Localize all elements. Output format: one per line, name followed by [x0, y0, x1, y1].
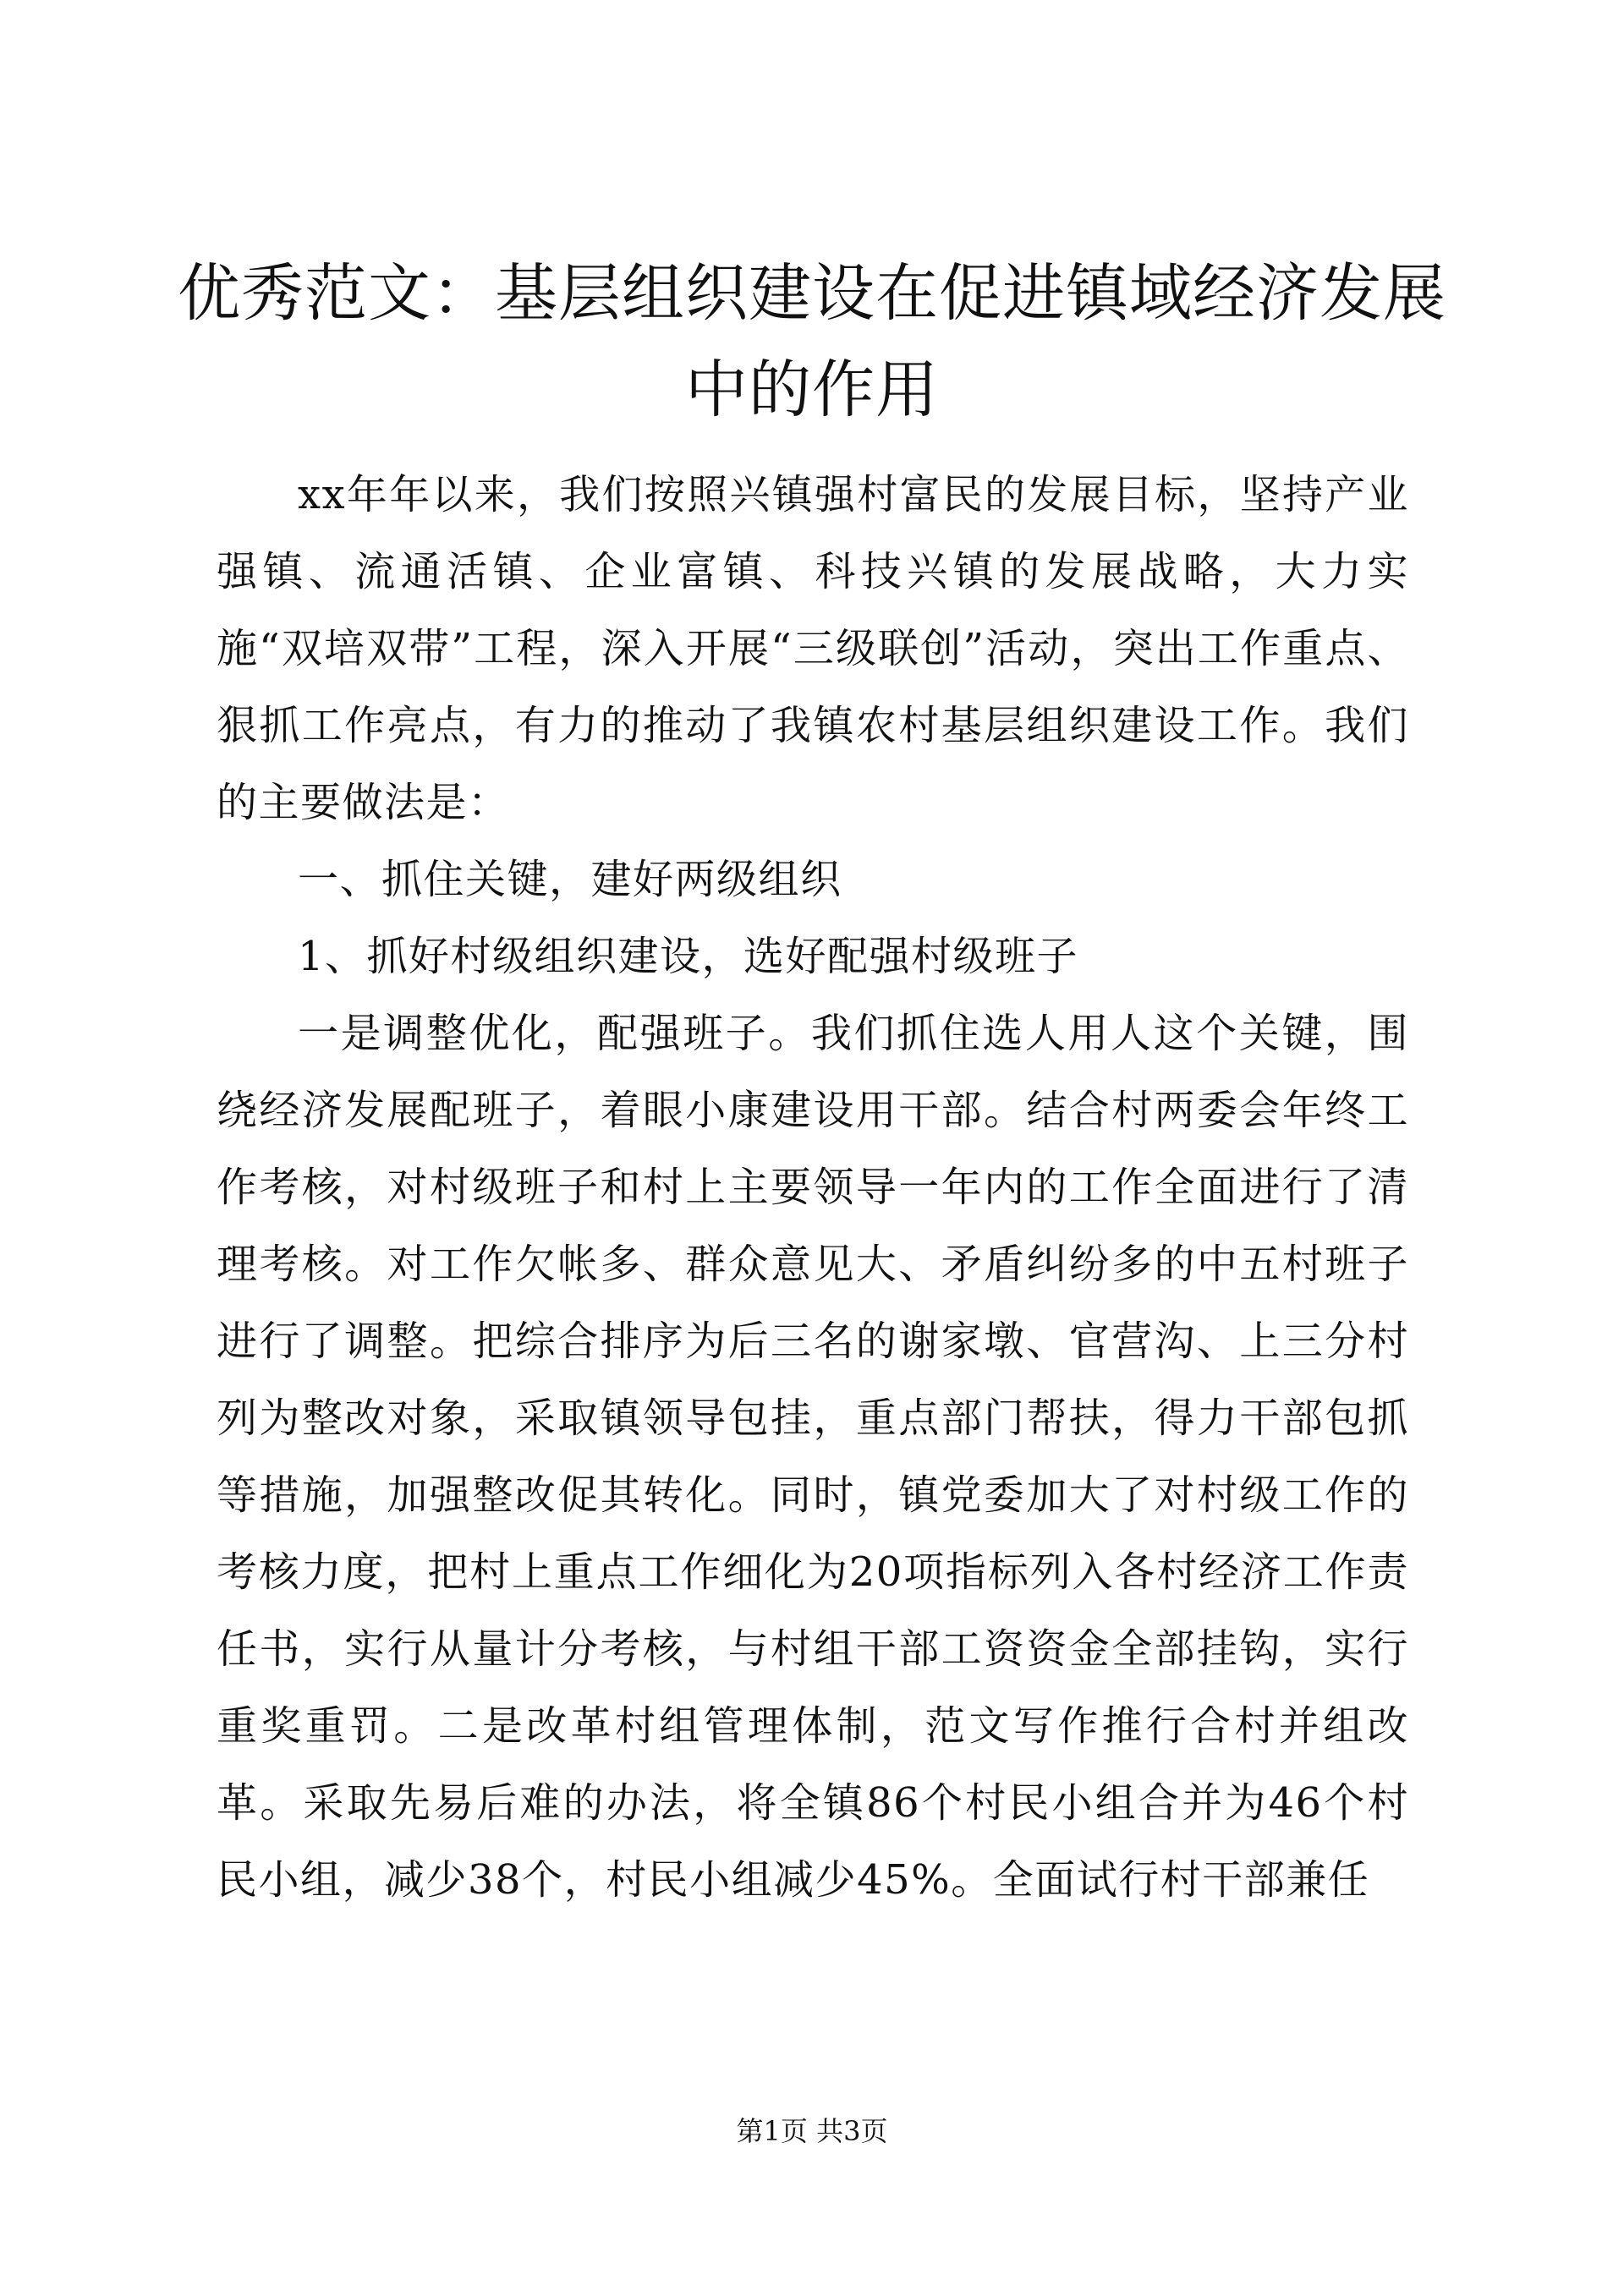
page-title: 优秀范文：基层组织建设在促进镇域经济发展中的作用 [178, 257, 1446, 426]
paragraph-intro: xx年年以来，我们按照兴镇强村富民的发展目标，坚持产业强镇、流通活镇、企业富镇、科技兴镇的发展战略，大力实施“双培双带”工程，深入开展“三级联创”活动，突出工作重点、狠抓工作亮点，有力的推动了我镇农村基层组织建设工作。我们的主要做法是： [217, 471, 1409, 826]
page-footer: 第1页 共3页 [736, 2115, 888, 2147]
document-body [217, 457, 1409, 1919]
paragraph-body: 一是调整优化，配强班子。我们抓住选人用人这个关键，围绕经济发展配班子，着眼小康建设用干部。结合村两委会年终工作考核，对村级班子和村上主要领导一年内的工作全面进行了清理考核。对工作欠帐多、群众意见大、矛盾纠纷多的中五村班子进行了调整。把综合排序为后三名的谢家墩、官营沟、上三分村列为整改对象，采取镇领导包挂，重点部门帮扶，得力干部包抓等措施，加强整改促其转化。同时，镇党委加大了对村级工作的考核力度，把村上重点工作细化为20项指标列入各村经济工作责任书，实行从量计分考核，与村组干部工资资金全部挂钩，实行重奖重罚。二是改革村组管理体制，范文写作推行合村并组改革。采取先易后难的办法，将全镇86个村民小组合并为46个村民小组，减少38个，村民小组减少45%。全面试行村干部兼任 [217, 1010, 1409, 1904]
subsection-heading: 1、抓好村级组织建设，选好配强村级班子 [298, 933, 1079, 980]
section-heading: 一、抓住关键，建好两级组织 [298, 856, 842, 903]
